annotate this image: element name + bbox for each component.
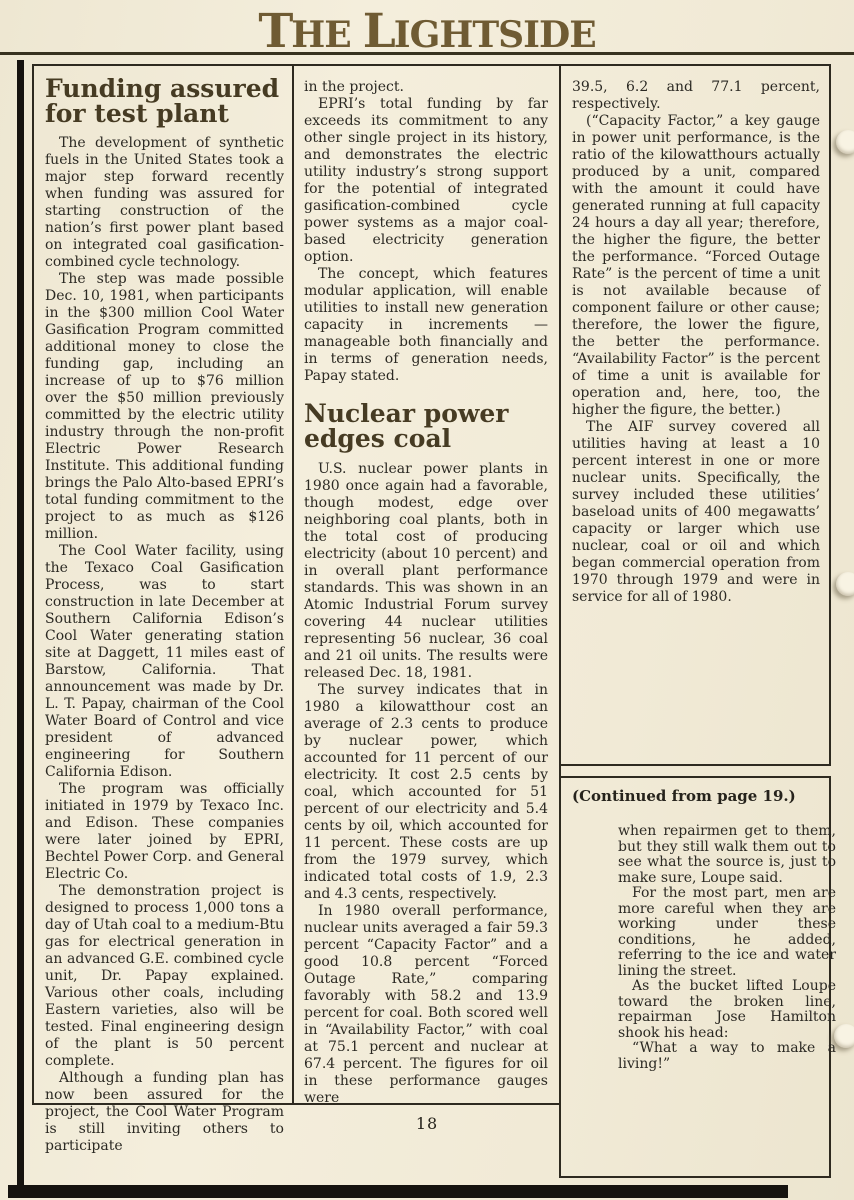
funding-headline <box>45 76 284 126</box>
binder-hole-middle <box>836 572 854 596</box>
masthead-word-the: HE <box>291 14 351 56</box>
nuclear-continuation-paragraph: 39.5, 6.2 and 77.1 percent, respectively. <box>572 79 820 112</box>
column-divider <box>292 64 294 1105</box>
page-number: 18 <box>415 1114 439 1133</box>
nuclear-headline-line2: edges coal <box>304 424 452 453</box>
funding-headline-line2: for test plant <box>45 99 229 128</box>
funding-paragraph: The demonstration project is designed to process 1,000 tons a day of Utah coal to a medium-Btu gas for electrical generation in an advanced G.E. combined cycle unit, Dr. Papay explained. Various other coals, including Eastern varieties, also will be tested. Final engineering design of the plant is 50 percent complete. <box>45 883 284 1069</box>
nuclear-continuation-paragraph: (“Capacity Factor,” a key gauge in power unit performance, is the ratio of the kilowatthours actually produced by a unit, compared with the amount it could have generated running at full capacity 24 hours a day all year; therefore, the higher the figure, the better the performance. “Forced Outage Rate” is the percent of time a unit is not available because of component failure or other cause; therefore, the lower the figure, the better the performance. “Availability Factor” is the percent of time a unit is available for operation and, here, too, the higher the figure, the better.) <box>572 113 820 418</box>
funding-paragraph: The Cool Water facility, using the Texaco Coal Gasification Process, was to start construction in late December at Southern California Edison’s Cool Water generating station site at Daggett, 11 miles east of Barstow, California. That announcement was made by Dr. L. T. Papay, chairman of the Cool Water Board of Control and vice president of advanced engineering for Southern California Edison. <box>45 543 284 780</box>
column-3 <box>572 79 820 606</box>
nuclear-continuation-paragraph: The AIF survey covered all utilities having at least a 10 percent interest in one or more nuclear units. Specifically, the survey included these utilities’ baseload units of 400 megawatts’ capacity or larger which use nuclear, coal or oil and which began commercial operation from 1970 through 1979 and were in service for all of 1980. <box>572 419 820 605</box>
funding-paragraph: The step was made possible Dec. 10, 1981, when participants in the $300 million Cool Water Gasification Program committed additional money to close the funding gap, including an increase of up to $76 million over the $50 million previously committed by the electric utility industry through the non-profit Electric Power Research Institute. This additional funding brings the Palo Alto-based EPRI’s total funding commitment to the project to as much as $126 million. <box>45 271 284 542</box>
masthead-word-lightside: IGHTSIDE <box>393 14 596 56</box>
column-1-funding-article <box>45 76 284 1155</box>
masthead-initial-l: L <box>362 4 394 59</box>
funding-headline-line1: Funding assured <box>45 74 280 103</box>
nuclear-headline-line1: Nuclear power <box>304 399 509 428</box>
page-edge-bar-bottom <box>8 1185 788 1198</box>
funding-paragraph: Although a funding plan has now been assured for the project, the Cool Water Program is still inviting others to participate <box>45 1070 284 1154</box>
continued-story-paragraph: For the most part, men are more careful when they are working under these conditions, he added, referring to the ice and water lining the street. <box>618 885 836 979</box>
column-2 <box>304 79 548 1107</box>
nuclear-paragraph: In 1980 overall performance, nuclear units averaged a fair 59.3 percent “Capacity Factor” and a good 10.8 percent “Forced Outage Rate,” comparing favorably with 58.2 and 13.9 percent for coal. Both scored well in “Availability Factor,” with coal at 75.1 percent and nuclear at 67.4 percent. The figures for oil in these performance gauges were <box>304 903 548 1106</box>
funding-continuation-paragraph: EPRI’s total funding by far exceeds its commitment to any other single project in its history, and demonstrates the electric utility industry’s strong support for the potential of integrated gasification-combined cycle power systems as a major coal-based electricity generation option. <box>304 96 548 265</box>
masthead-title <box>0 4 854 59</box>
binder-hole-top <box>836 130 854 154</box>
continued-story-paragraph: “What a way to make a living!” <box>618 1040 836 1072</box>
continued-story-paragraph: when repairmen get to them, but they still walk them out to see what the source is, just to make sure, Loupe said. <box>618 823 836 886</box>
funding-continuation-paragraph: The concept, which features modular application, will enable utilities to install new generation capacity in increments — manageable both financially and in terms of generation needs, Papay stated. <box>304 266 548 384</box>
binder-hole-bottom <box>834 1024 854 1048</box>
masthead-initial-t: T <box>258 4 292 59</box>
continued-story-text <box>618 824 836 1072</box>
nuclear-paragraph: The survey indicates that in 1980 a kilowatthour cost an average of 2.3 cents to produce by nuclear power, which accounted for 11 percent of our electricity. It cost 2.5 cents by coal, which accounted for 51 percent of our electricity and 5.4 cents by oil, which accounted for 11 percent. These costs are up from the 1979 survey, which indicated total costs of 1.9, 2.3 and 4.3 cents, respectively. <box>304 682 548 902</box>
continued-from-heading: (Continued from page 19.) <box>572 787 796 805</box>
continued-story-paragraph: As the bucket lifted Loupe toward the broken line, repairman Jose Hamilton shook his head: <box>618 978 836 1041</box>
page-edge-bar-left <box>17 60 24 1198</box>
nuclear-headline <box>304 401 548 451</box>
nuclear-paragraph: U.S. nuclear power plants in 1980 once again had a favorable, though modest, edge over neighboring coal plants, both in the total cost of producing electricity (about 10 percent) and in overall plant performance standards. This was shown in an Atomic Industrial Forum survey covering 44 nuclear utilities representing 56 nuclear, 36 coal and 21 oil units. The results were released Dec. 18, 1981. <box>304 461 548 681</box>
funding-paragraph: The development of synthetic fuels in the United States took a major step forward recently when funding was assured for starting construction of the nation’s first power plant based on integrated coal gasification-combined cycle technology. <box>45 135 284 270</box>
funding-paragraph: The program was officially initiated in 1979 by Texaco Inc. and Edison. These companies were later joined by EPRI, Bechtel Power Corp. and General Electric Co. <box>45 781 284 882</box>
funding-continuation-paragraph: in the project. <box>304 79 404 95</box>
